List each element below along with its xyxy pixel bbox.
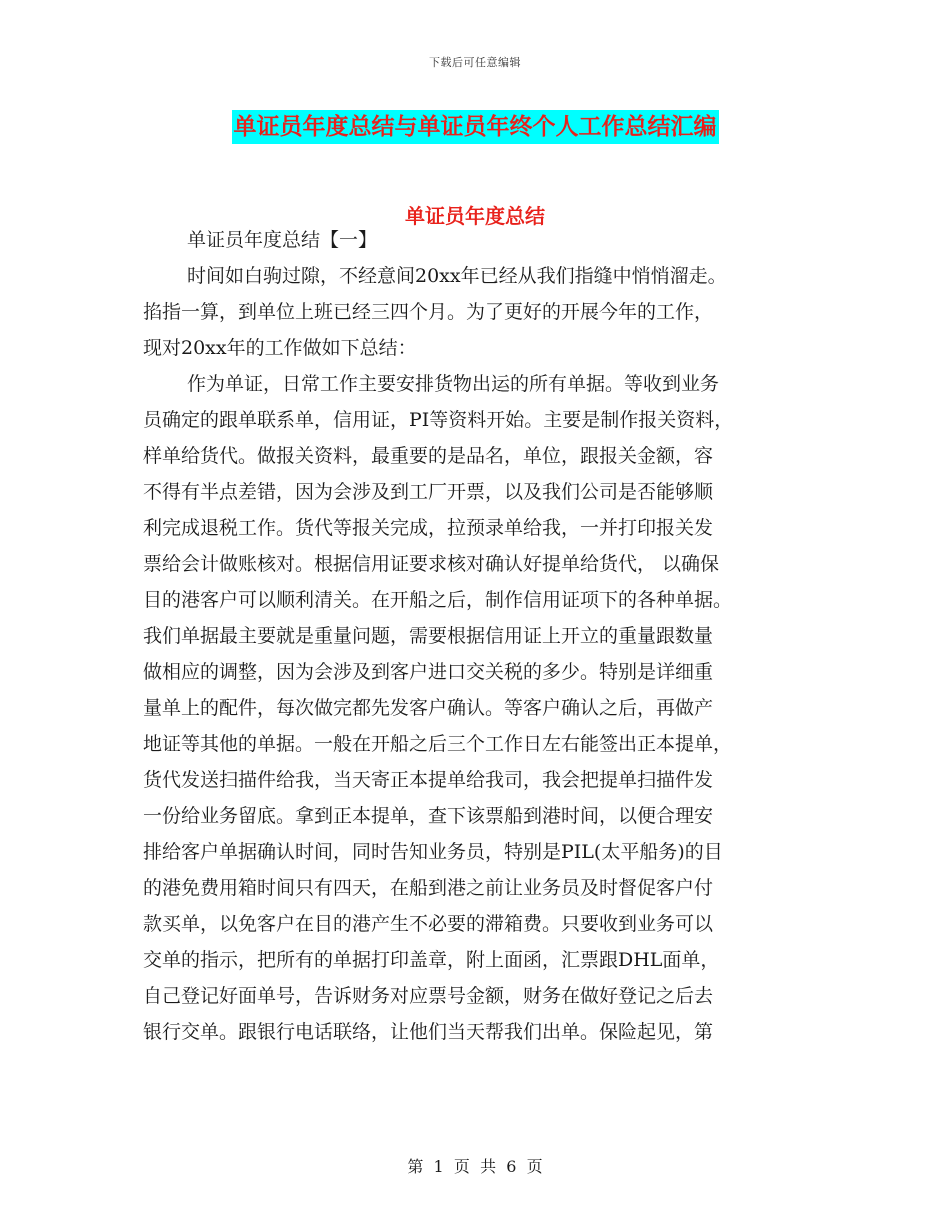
paragraph-2-line-9: 做相应的调整，因为会涉及到客户进口交关税的多少。特别是详细重: [143, 661, 714, 683]
paragraph-2-line-5: 利完成退税工作。货代等报关完成，拉预录单给我，一并打印报关发: [143, 517, 714, 539]
paragraph-2-line-1: 作为单证，日常工作主要安排货物出运的所有单据。等收到业务: [187, 373, 720, 395]
paragraph-1-line-2: 掐指一算，到单位上班已经三四个月。为了更好的开展今年的工作，: [143, 301, 714, 323]
paragraph-2-line-4: 不得有半点差错，因为会涉及到工厂开票，以及我们公司是否能够顺: [143, 481, 714, 503]
paragraph-2-line-14: 排给客户单据确认时间，同时告知业务员，特别是PIL(太平船务)的目: [143, 841, 723, 863]
paragraph-2-line-3: 样单给货代。做报关资料，最重要的是品名，单位，跟报关金额，容: [143, 445, 714, 467]
paragraph-2-line-11: 地证等其他的单据。一般在开船之后三个工作日左右能签出正本提单，: [143, 733, 733, 755]
main-title-container: [0, 110, 950, 144]
paragraph-2-line-12: 货代发送扫描件给我，当天寄正本提单给我司，我会把提单扫描件发: [143, 769, 714, 791]
section-title: 单证员年度总结: [405, 204, 545, 228]
paragraph-2-line-15: 的港免费用箱时间只有四天，在船到港之前让业务员及时督促客户付: [143, 877, 714, 899]
paragraph-2-line-13: 一份给业务留底。拿到正本提单，查下该票船到港时间，以便合理安: [143, 805, 714, 827]
header-note: 下载后可任意编辑: [429, 56, 521, 69]
paragraph-1-line-1: 时间如白驹过隙，不经意间20xx年已经从我们指缝中悄悄溜走。: [187, 265, 727, 287]
paragraph-2-line-6: 票给会计做账核对。根据信用证要求核对确认好提单给货代， 以确保: [143, 553, 720, 575]
paragraph-2-line-7: 目的港客户可以顺利清关。在开船之后，制作信用证项下的各种单据。: [143, 589, 733, 611]
paragraph-2-line-18: 自己登记好面单号，告诉财务对应票号金额，财务在做好登记之后去: [143, 985, 714, 1007]
paragraph-2-line-17: 交单的指示，把所有的单据打印盖章，附上面函，汇票跟DHL面单，: [143, 949, 720, 971]
page-footer: 第 1 页 共 6 页: [407, 1157, 543, 1176]
paragraph-2-line-8: 我们单据最主要就是重量问题，需要根据信用证上开立的重量跟数量: [143, 625, 714, 647]
paragraph-1-line-3: 现对20xx年的工作做如下总结：: [143, 337, 417, 359]
paragraph-2-line-10: 量单上的配件，每次做完都先发客户确认。等客户确认之后，再做产: [143, 697, 714, 719]
paragraph-2-line-19: 银行交单。跟银行电话联络，让他们当天帮我们出单。保险起见，第: [143, 1021, 714, 1043]
main-title: 单证员年度总结与单证员年终个人工作总结汇编: [232, 110, 719, 144]
paragraph-2-line-2: 员确定的跟单联系单，信用证，PI等资料开始。主要是制作报关资料，: [143, 409, 734, 431]
subheading: 单证员年度总结【一】: [187, 229, 378, 251]
paragraph-2-line-16: 款买单，以免客户在目的港产生不必要的滞箱费。只要收到业务可以: [143, 913, 714, 935]
